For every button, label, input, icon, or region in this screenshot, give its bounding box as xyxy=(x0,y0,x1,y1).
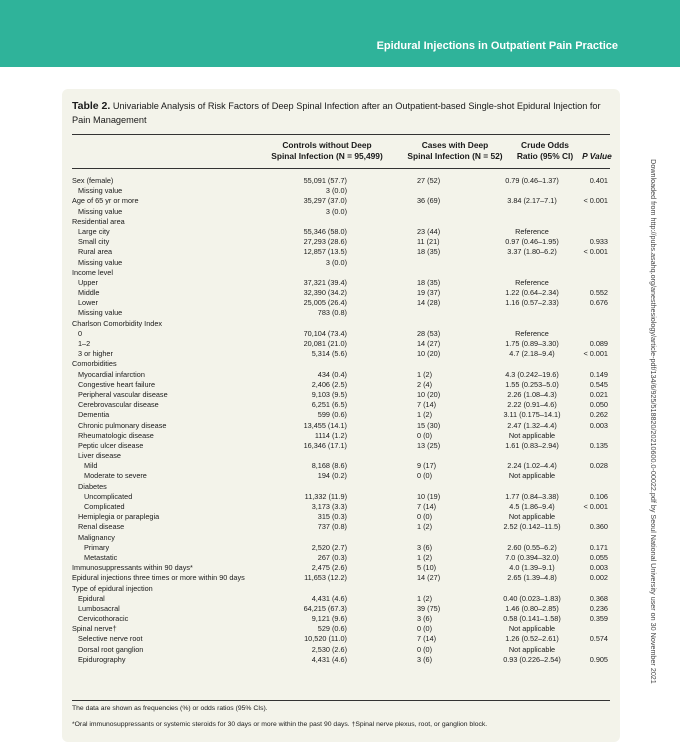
table-row xyxy=(72,308,610,318)
p-value: 0.933 xyxy=(589,237,608,247)
cases-value: 7 (14) xyxy=(417,400,437,410)
odds-ratio-value: 4.0 (1.39–9.1) xyxy=(509,563,555,573)
controls-value: 2,475 (2.6) xyxy=(311,563,347,573)
odds-ratio-value: 1.55 (0.253–5.0) xyxy=(505,379,559,389)
odds-ratio-value: Not applicable xyxy=(508,471,556,481)
controls-value: 11,332 (11.9) xyxy=(304,491,347,501)
table-row xyxy=(72,370,610,380)
controls-value: 70,104 (73.4) xyxy=(303,328,347,338)
row-label: Comorbidities xyxy=(72,359,117,369)
controls-value: 1114 (1.2) xyxy=(314,430,347,440)
row-label: Peptic ulcer disease xyxy=(78,440,144,450)
p-value: 0.262 xyxy=(589,410,608,420)
odds-ratio-value: 1.22 (0.64–2.34) xyxy=(505,288,559,298)
odds-ratio-value: 4.5 (1.86–9.4) xyxy=(509,502,555,511)
row-label: Type of epidural injection xyxy=(72,583,153,593)
odds-ratio-value: 0.97 (0.46–1.95) xyxy=(505,237,559,247)
odds-ratio-value: 3.11 (0.175–14.1) xyxy=(503,410,561,420)
table-row xyxy=(72,278,610,288)
row-label: Small city xyxy=(78,237,110,247)
header-bottom-rule xyxy=(72,168,610,169)
odds-ratio-value: Not applicable xyxy=(508,430,556,440)
footnote-data-format: The data are shown as frequencies (%) or odds ratios (95% CIs). xyxy=(72,705,268,712)
odds-ratio-value: 0.93 (0.226–2.54) xyxy=(503,654,561,664)
row-label: Missing value xyxy=(78,206,123,216)
controls-value: 35,297 (37.0) xyxy=(303,196,347,206)
p-value: < 0.001 xyxy=(583,349,608,359)
p-value: < 0.001 xyxy=(583,502,608,511)
odds-ratio-value: 1.16 (0.57–2.33) xyxy=(505,298,559,308)
row-label: Cervicothoracic xyxy=(78,614,129,624)
cases-value: 36 (69) xyxy=(417,196,441,206)
p-value: 0.368 xyxy=(589,593,608,603)
controls-value: 12,857 (13.5) xyxy=(303,247,347,257)
controls-value: 64,215 (67.3) xyxy=(303,603,347,613)
odds-ratio-value: Not applicable xyxy=(508,644,556,654)
controls-value: 25,005 (26.4) xyxy=(303,298,347,308)
controls-value: 267 (0.3) xyxy=(317,552,347,562)
row-label: Missing value xyxy=(78,257,123,267)
row-label: Income level xyxy=(72,267,113,277)
odds-ratio-value: 7.0 (0.394–32.0) xyxy=(505,552,559,562)
odds-ratio-value: 2.60 (0.55–6.2) xyxy=(507,542,557,552)
row-label: Sex (female) xyxy=(72,176,114,185)
row-label: Large city xyxy=(78,226,110,236)
table-row xyxy=(72,196,610,206)
cases-value: 3 (6) xyxy=(417,614,433,624)
cases-value: 0 (0) xyxy=(417,430,433,440)
row-label: Chronic pulmonary disease xyxy=(78,420,167,430)
odds-ratio-value: 1.46 (0.80–2.85) xyxy=(505,603,559,613)
controls-value: 529 (0.6) xyxy=(317,624,347,634)
odds-ratio-value: 4.7 (2.18–9.4) xyxy=(509,349,555,359)
cases-value: 10 (20) xyxy=(417,349,441,359)
odds-ratio-value: 2.26 (1.08–4.3) xyxy=(507,389,557,399)
cases-value: 0 (0) xyxy=(417,624,433,634)
cases-value: 0 (0) xyxy=(417,512,433,522)
table-row xyxy=(72,186,610,196)
row-label: Residential area xyxy=(72,216,125,226)
controls-value: 32,390 (34.2) xyxy=(303,288,347,298)
controls-value: 5,314 (5.6) xyxy=(311,349,347,359)
table-caption xyxy=(72,99,610,127)
controls-value: 194 (0.2) xyxy=(317,471,347,481)
table-row xyxy=(72,339,610,349)
cases-value: 27 (52) xyxy=(417,176,441,185)
row-label: Epidural xyxy=(78,593,105,603)
p-value: 0.003 xyxy=(589,563,608,573)
p-value: 0.359 xyxy=(589,614,608,624)
table-row xyxy=(72,512,610,522)
table-row xyxy=(72,522,610,532)
row-label: Middle xyxy=(78,288,100,298)
controls-value: 11,653 (12.2) xyxy=(304,573,347,583)
cases-value: 7 (14) xyxy=(417,634,437,644)
table-row xyxy=(72,471,610,481)
row-label: Cerebrovascular disease xyxy=(78,400,159,410)
odds-ratio-value: 2.65 (1.39–4.8) xyxy=(507,573,557,583)
table-row xyxy=(72,217,610,227)
cases-value: 5 (10) xyxy=(417,563,437,573)
controls-value: 55,346 (58.0) xyxy=(303,226,347,236)
odds-ratio-value: 0.40 (0.023–1.83) xyxy=(503,593,561,603)
controls-value: 2,520 (2.7) xyxy=(311,542,347,552)
controls-value: 3 (0.0) xyxy=(325,257,347,267)
controls-value: 13,455 (14.1) xyxy=(303,420,347,430)
cases-value: 19 (37) xyxy=(417,288,441,298)
row-label: Charlson Comorbidity Index xyxy=(72,318,163,328)
p-value: 0.055 xyxy=(589,552,608,562)
cases-value: 11 (21) xyxy=(417,237,440,247)
row-label: Dementia xyxy=(78,410,110,420)
row-label: Hemiplegia or paraplegia xyxy=(78,512,160,522)
cases-value: 1 (2) xyxy=(417,552,433,562)
row-label: Immunosuppressants within 90 days* xyxy=(72,563,193,573)
cases-value: 0 (0) xyxy=(417,471,433,481)
odds-ratio-value: 1.75 (0.89–3.30) xyxy=(505,339,559,348)
controls-value: 6,251 (6.5) xyxy=(311,400,347,410)
table-row xyxy=(72,227,610,237)
row-label: Diabetes xyxy=(78,481,107,491)
odds-ratio-value: 1.77 (0.84–3.38) xyxy=(505,491,559,501)
cases-value: 1 (2) xyxy=(417,410,433,420)
p-value: 0.545 xyxy=(589,379,608,389)
p-value: 0.089 xyxy=(589,339,608,348)
table-row xyxy=(72,573,610,583)
table-row xyxy=(72,176,610,186)
table-row xyxy=(72,584,610,594)
odds-ratio-value: Reference xyxy=(515,277,549,287)
table-row xyxy=(72,492,610,502)
table-row xyxy=(72,533,610,543)
table-row xyxy=(72,349,610,359)
table-row xyxy=(72,400,610,410)
row-label: 3 or higher xyxy=(78,349,113,359)
row-label: Metastatic xyxy=(84,552,118,562)
row-label: Lumbosacral xyxy=(78,603,120,613)
odds-ratio-value: Reference xyxy=(515,328,549,338)
table-row xyxy=(72,441,610,451)
table-row xyxy=(72,359,610,369)
table-row xyxy=(72,421,610,431)
table-row xyxy=(72,207,610,217)
controls-value: 9,103 (9.5) xyxy=(311,389,347,399)
footnote-abbreviations: *Oral immunosuppressants or systemic steroids for 30 days or more within the past 90 days. †Spinal nerve plexus, root, or ganglion block. xyxy=(72,721,488,728)
odds-ratio-value: Not applicable xyxy=(508,624,556,634)
cases-value: 28 (53) xyxy=(417,328,441,338)
controls-value: 599 (0.6) xyxy=(317,410,347,420)
odds-ratio-value: 2.47 (1.32–4.4) xyxy=(507,420,557,430)
row-label: Age of 65 yr or more xyxy=(72,196,139,206)
p-value: 0.106 xyxy=(589,491,608,501)
cases-value: 3 (6) xyxy=(417,654,433,664)
table-row xyxy=(72,645,610,655)
table-row xyxy=(72,380,610,390)
p-value: 0.050 xyxy=(589,400,608,410)
cases-value: 23 (44) xyxy=(417,226,441,236)
controls-value: 783 (0.8) xyxy=(317,308,347,318)
p-value: 0.236 xyxy=(589,603,608,613)
table-label: Table 2. xyxy=(72,100,111,112)
row-label: 1–2 xyxy=(78,339,91,348)
table-row xyxy=(72,461,610,471)
table-row xyxy=(72,604,610,614)
controls-value: 434 (0.4) xyxy=(317,369,347,379)
table-row xyxy=(72,258,610,268)
cases-value: 14 (27) xyxy=(417,573,441,583)
p-value: 0.002 xyxy=(589,573,608,583)
p-value: < 0.001 xyxy=(583,196,608,206)
p-value: < 0.001 xyxy=(583,247,608,257)
controls-value: 27,293 (28.6) xyxy=(303,237,347,247)
controls-value: 16,346 (17.1) xyxy=(303,440,347,450)
col-header-odds-ratio: Crude Odds Ratio (95% CI) xyxy=(516,140,574,161)
table-row xyxy=(72,431,610,441)
table-row xyxy=(72,655,610,665)
cases-value: 39 (75) xyxy=(417,603,441,613)
table-bottom-rule xyxy=(72,700,610,701)
controls-value: 2,406 (2.5) xyxy=(311,379,347,389)
table-row xyxy=(72,329,610,339)
row-label: Rheumatologic disease xyxy=(78,430,154,440)
p-value: 0.171 xyxy=(589,542,608,552)
table-body xyxy=(72,176,610,665)
p-value: 0.135 xyxy=(589,440,608,450)
cases-value: 0 (0) xyxy=(417,644,433,654)
controls-value: 10,520 (11.0) xyxy=(304,634,347,644)
col-header-p-value: P Value xyxy=(582,151,612,161)
row-label: Primary xyxy=(84,542,110,552)
table-row xyxy=(72,247,610,257)
controls-value: 4,431 (4.6) xyxy=(311,654,347,664)
row-label: Selective nerve root xyxy=(78,634,143,644)
row-label: Mild xyxy=(84,461,98,471)
controls-value: 37,321 (39.4) xyxy=(303,277,347,287)
p-value: 0.676 xyxy=(589,298,608,308)
controls-value: 3 (0.0) xyxy=(325,186,347,196)
odds-ratio-value: 3.37 (1.80–6.2) xyxy=(507,247,557,257)
row-label: Renal disease xyxy=(78,522,125,532)
controls-value: 3 (0.0) xyxy=(325,206,347,216)
row-label: Congestive heart failure xyxy=(78,379,156,389)
cases-value: 10 (20) xyxy=(417,389,441,399)
p-value: 0.905 xyxy=(589,654,608,664)
controls-value: 20,081 (21.0) xyxy=(303,339,347,348)
row-label: Missing value xyxy=(78,308,123,318)
table-row xyxy=(72,319,610,329)
row-label: 0 xyxy=(78,328,83,338)
p-value: 0.360 xyxy=(589,522,608,532)
table-row xyxy=(72,543,610,553)
row-label: Spinal nerve† xyxy=(72,624,117,634)
row-label: Missing value xyxy=(78,186,123,196)
odds-ratio-value: 3.84 (2.17–7.1) xyxy=(507,196,557,206)
table-row xyxy=(72,594,610,604)
cases-value: 18 (35) xyxy=(417,277,441,287)
table-row xyxy=(72,624,610,634)
table-row xyxy=(72,614,610,624)
table-row xyxy=(72,553,610,563)
row-label: Uncomplicated xyxy=(84,491,133,501)
table-row xyxy=(72,298,610,308)
table-row xyxy=(72,288,610,298)
controls-value: 55,091 (57.7) xyxy=(303,176,347,185)
journal-banner xyxy=(0,0,680,67)
row-label: Peripheral vascular disease xyxy=(78,389,168,399)
row-label: Complicated xyxy=(84,502,125,511)
cases-value: 1 (2) xyxy=(417,522,433,532)
controls-value: 2,530 (2.6) xyxy=(311,644,347,654)
cases-value: 2 (4) xyxy=(417,379,433,389)
p-value: 0.401 xyxy=(589,176,608,185)
cases-value: 13 (25) xyxy=(417,440,441,450)
p-value: 0.149 xyxy=(589,369,608,379)
odds-ratio-value: 4.3 (0.242–19.6) xyxy=(505,369,559,379)
col-header-controls: Controls without Deep Spinal Infection (N = 95,499) xyxy=(271,140,383,161)
col-header-cases: Cases with Deep Spinal Infection (N = 52) xyxy=(407,140,503,161)
download-note: Downloaded from http://pubs.asahq.org/anesthesiology/article-pdf/134/6/925/518820/20210600.0-00022.pdf by Seoul National University user on 30 November 2021 xyxy=(649,159,658,684)
odds-ratio-value: 2.22 (0.91–4.6) xyxy=(507,400,557,410)
row-label: Malignancy xyxy=(78,532,115,542)
journal-section-title: Epidural Injections in Outpatient Pain Practice xyxy=(376,40,618,52)
table-row xyxy=(72,482,610,492)
controls-value: 4,431 (4.6) xyxy=(311,593,347,603)
odds-ratio-value: Reference xyxy=(515,226,549,236)
header-top-rule xyxy=(72,134,610,135)
table-row xyxy=(72,237,610,247)
row-label: Liver disease xyxy=(78,451,121,461)
row-label: Dorsal root ganglion xyxy=(78,644,144,654)
row-label: Epidurography xyxy=(78,654,126,664)
p-value: 0.003 xyxy=(589,420,608,430)
table-row xyxy=(72,634,610,644)
row-label: Upper xyxy=(78,277,98,287)
table-row xyxy=(72,390,610,400)
odds-ratio-value: 2.24 (1.02–4.4) xyxy=(507,461,557,471)
cases-value: 14 (27) xyxy=(417,339,441,348)
controls-value: 3,173 (3.3) xyxy=(311,502,347,511)
cases-value: 1 (2) xyxy=(417,369,433,379)
p-value: 0.021 xyxy=(589,389,608,399)
odds-ratio-value: 0.58 (0.141–1.58) xyxy=(503,614,561,624)
p-value: 0.552 xyxy=(589,288,608,298)
controls-value: 737 (0.8) xyxy=(317,522,347,532)
odds-ratio-value: 2.52 (0.142–11.5) xyxy=(503,522,561,532)
cases-value: 7 (14) xyxy=(417,502,437,511)
cases-value: 18 (35) xyxy=(417,247,441,257)
table-title: Univariable Analysis of Risk Factors of Deep Spinal Infection after an Outpatient-based Single-shot Epidural Injection for Pain Management xyxy=(72,101,601,125)
table-row xyxy=(72,268,610,278)
cases-value: 15 (30) xyxy=(417,420,441,430)
cases-value: 9 (17) xyxy=(417,461,437,471)
cases-value: 14 (28) xyxy=(417,298,441,308)
row-label: Lower xyxy=(78,298,98,308)
controls-value: 315 (0.3) xyxy=(317,512,347,522)
table-row xyxy=(72,410,610,420)
cases-value: 3 (6) xyxy=(417,542,433,552)
row-label: Rural area xyxy=(78,247,113,257)
p-value: 0.574 xyxy=(589,634,608,644)
controls-value: 8,168 (8.6) xyxy=(311,461,347,471)
cases-value: 10 (19) xyxy=(417,491,441,501)
table-row xyxy=(72,563,610,573)
table-row xyxy=(72,451,610,461)
cases-value: 1 (2) xyxy=(417,593,433,603)
controls-value: 9,121 (9.6) xyxy=(311,614,347,624)
row-label: Epidural injections three times or more within 90 days xyxy=(72,573,245,583)
table-row xyxy=(72,502,610,512)
odds-ratio-value: 1.26 (0.52–2.61) xyxy=(505,634,559,644)
row-label: Myocardial infarction xyxy=(78,369,145,379)
odds-ratio-value: Not applicable xyxy=(508,512,556,522)
p-value: 0.028 xyxy=(589,461,608,471)
row-label: Moderate to severe xyxy=(84,471,147,481)
odds-ratio-value: 0.79 (0.46–1.37) xyxy=(505,176,559,185)
download-note-strip xyxy=(643,145,663,700)
odds-ratio-value: 1.61 (0.83–2.94) xyxy=(505,440,559,450)
